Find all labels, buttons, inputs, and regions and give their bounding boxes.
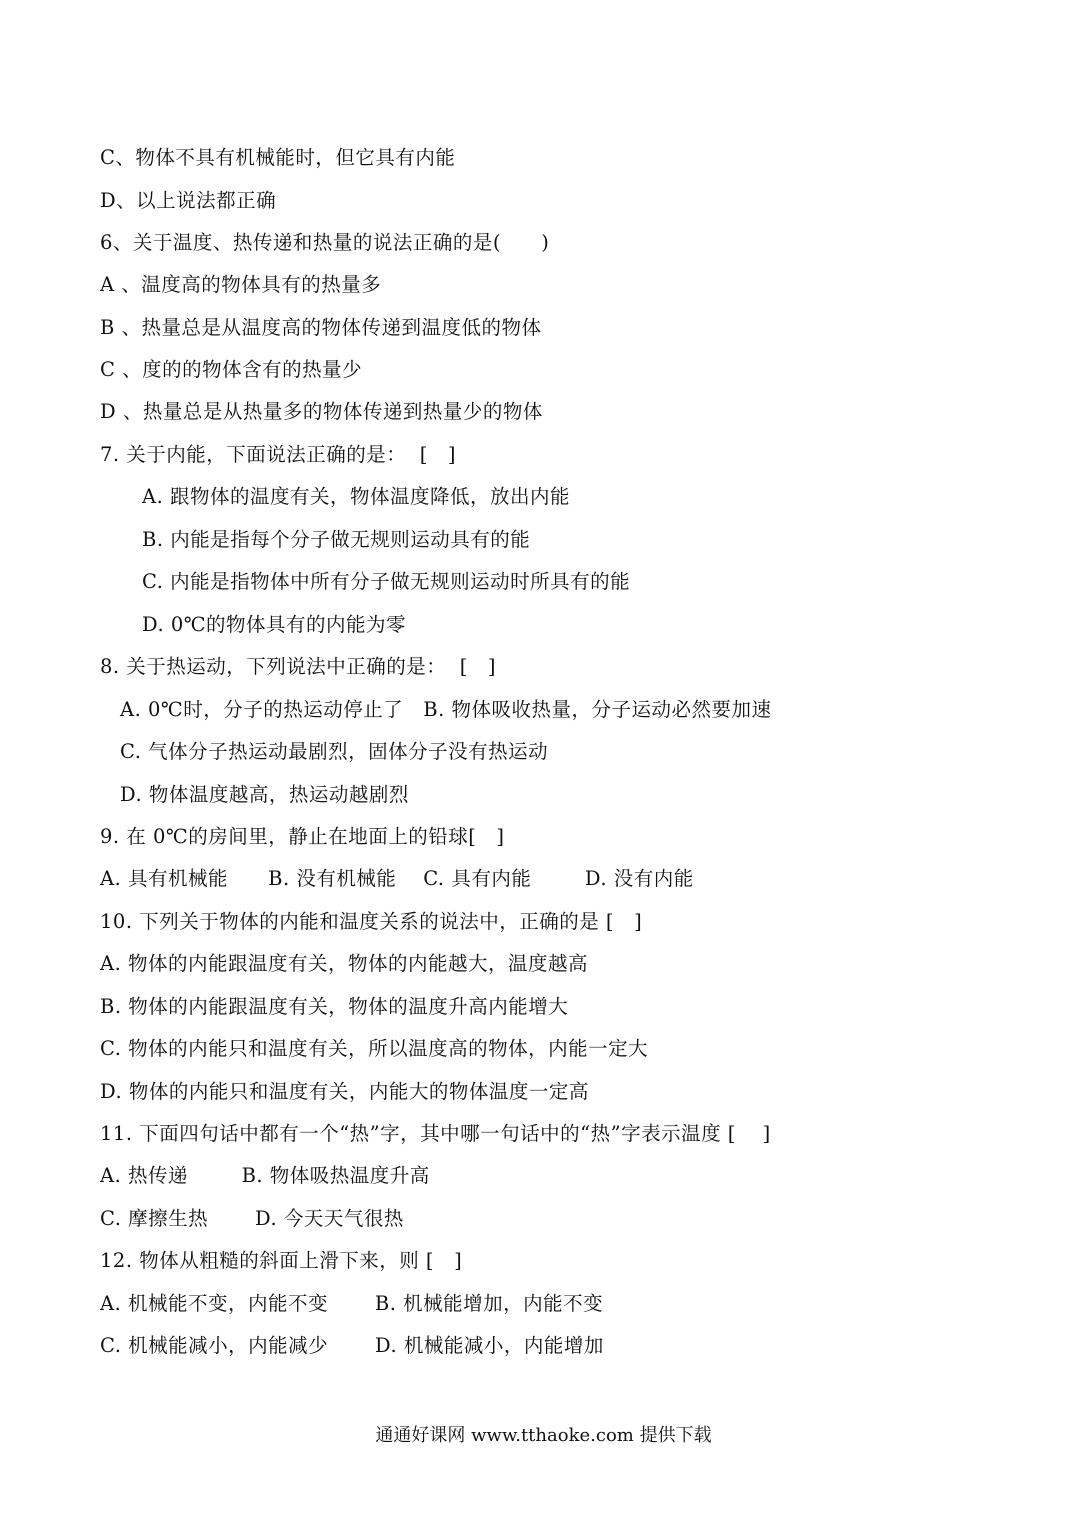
option-line: C、物体不具有机械能时，但它具有内能: [100, 146, 456, 169]
option-line: A. 跟物体的温度有关，物体温度降低，放出内能: [142, 485, 570, 508]
question-12: 12. 物体从粗糙的斜面上滑下来，则 [ ]: [100, 1249, 463, 1272]
option-line: C. 摩擦生热 D. 今天天气很热: [100, 1207, 404, 1230]
option-line: D. 物体的内能只和温度有关，内能大的物体温度一定高: [100, 1080, 589, 1103]
option-line: C. 机械能减小，内能减少 D. 机械能减小，内能增加: [100, 1334, 604, 1357]
option-line: D、以上说法都正确: [100, 189, 277, 212]
option-line: A. 机械能不变，内能不变 B. 机械能增加，内能不变: [100, 1292, 604, 1315]
option-line: B. 物体的内能跟温度有关，物体的温度升高内能增大: [100, 995, 569, 1018]
question-9: 9. 在 0℃的房间里，静止在地面上的铅球[ ]: [100, 825, 505, 848]
option-line: C. 气体分子热运动最剧烈，固体分子没有热运动: [120, 740, 549, 763]
question-8: 8. 关于热运动，下列说法中正确的是： [ ]: [100, 655, 497, 678]
option-line: B. 内能是指每个分子做无规则运动具有的能: [142, 528, 531, 551]
question-11: 11. 下面四句话中都有一个“热”字，其中哪一句话中的“热”字表示温度 [ ]: [100, 1122, 771, 1145]
option-line: C 、度的的物体含有的热量少: [100, 358, 363, 381]
option-line: D. 0℃的物体具有的内能为零: [142, 613, 407, 636]
option-line: A 、温度高的物体具有的热量多: [100, 273, 382, 296]
option-line: C. 内能是指物体中所有分子做无规则运动时所具有的能: [142, 570, 631, 593]
option-line: D. 物体温度越高，热运动越剧烈: [120, 783, 409, 806]
option-line: D 、热量总是从热量多的物体传递到热量少的物体: [100, 400, 543, 423]
option-line: B 、热量总是从温度高的物体传递到温度低的物体: [100, 316, 542, 339]
option-line: A. 具有机械能 B. 没有机械能 C. 具有内能 D. 没有内能: [100, 867, 694, 890]
page-footer: 通通好课网 www.tthaoke.com 提供下载: [375, 1425, 712, 1446]
option-line: A. 热传递 B. 物体吸热温度升高: [100, 1164, 430, 1187]
question-6: 6、关于温度、热传递和热量的说法正确的是( ): [100, 231, 550, 254]
option-line: A. 0℃时，分子的热运动停止了 B. 物体吸收热量，分子运动必然要加速: [120, 698, 772, 721]
question-7: 7. 关于内能，下面说法正确的是： [ ]: [100, 443, 457, 466]
question-10: 10. 下列关于物体的内能和温度关系的说法中，正确的是 [ ]: [100, 910, 643, 933]
option-line: A. 物体的内能跟温度有关，物体的内能越大，温度越高: [100, 952, 588, 975]
option-line: C. 物体的内能只和温度有关，所以温度高的物体，内能一定大: [100, 1037, 649, 1060]
